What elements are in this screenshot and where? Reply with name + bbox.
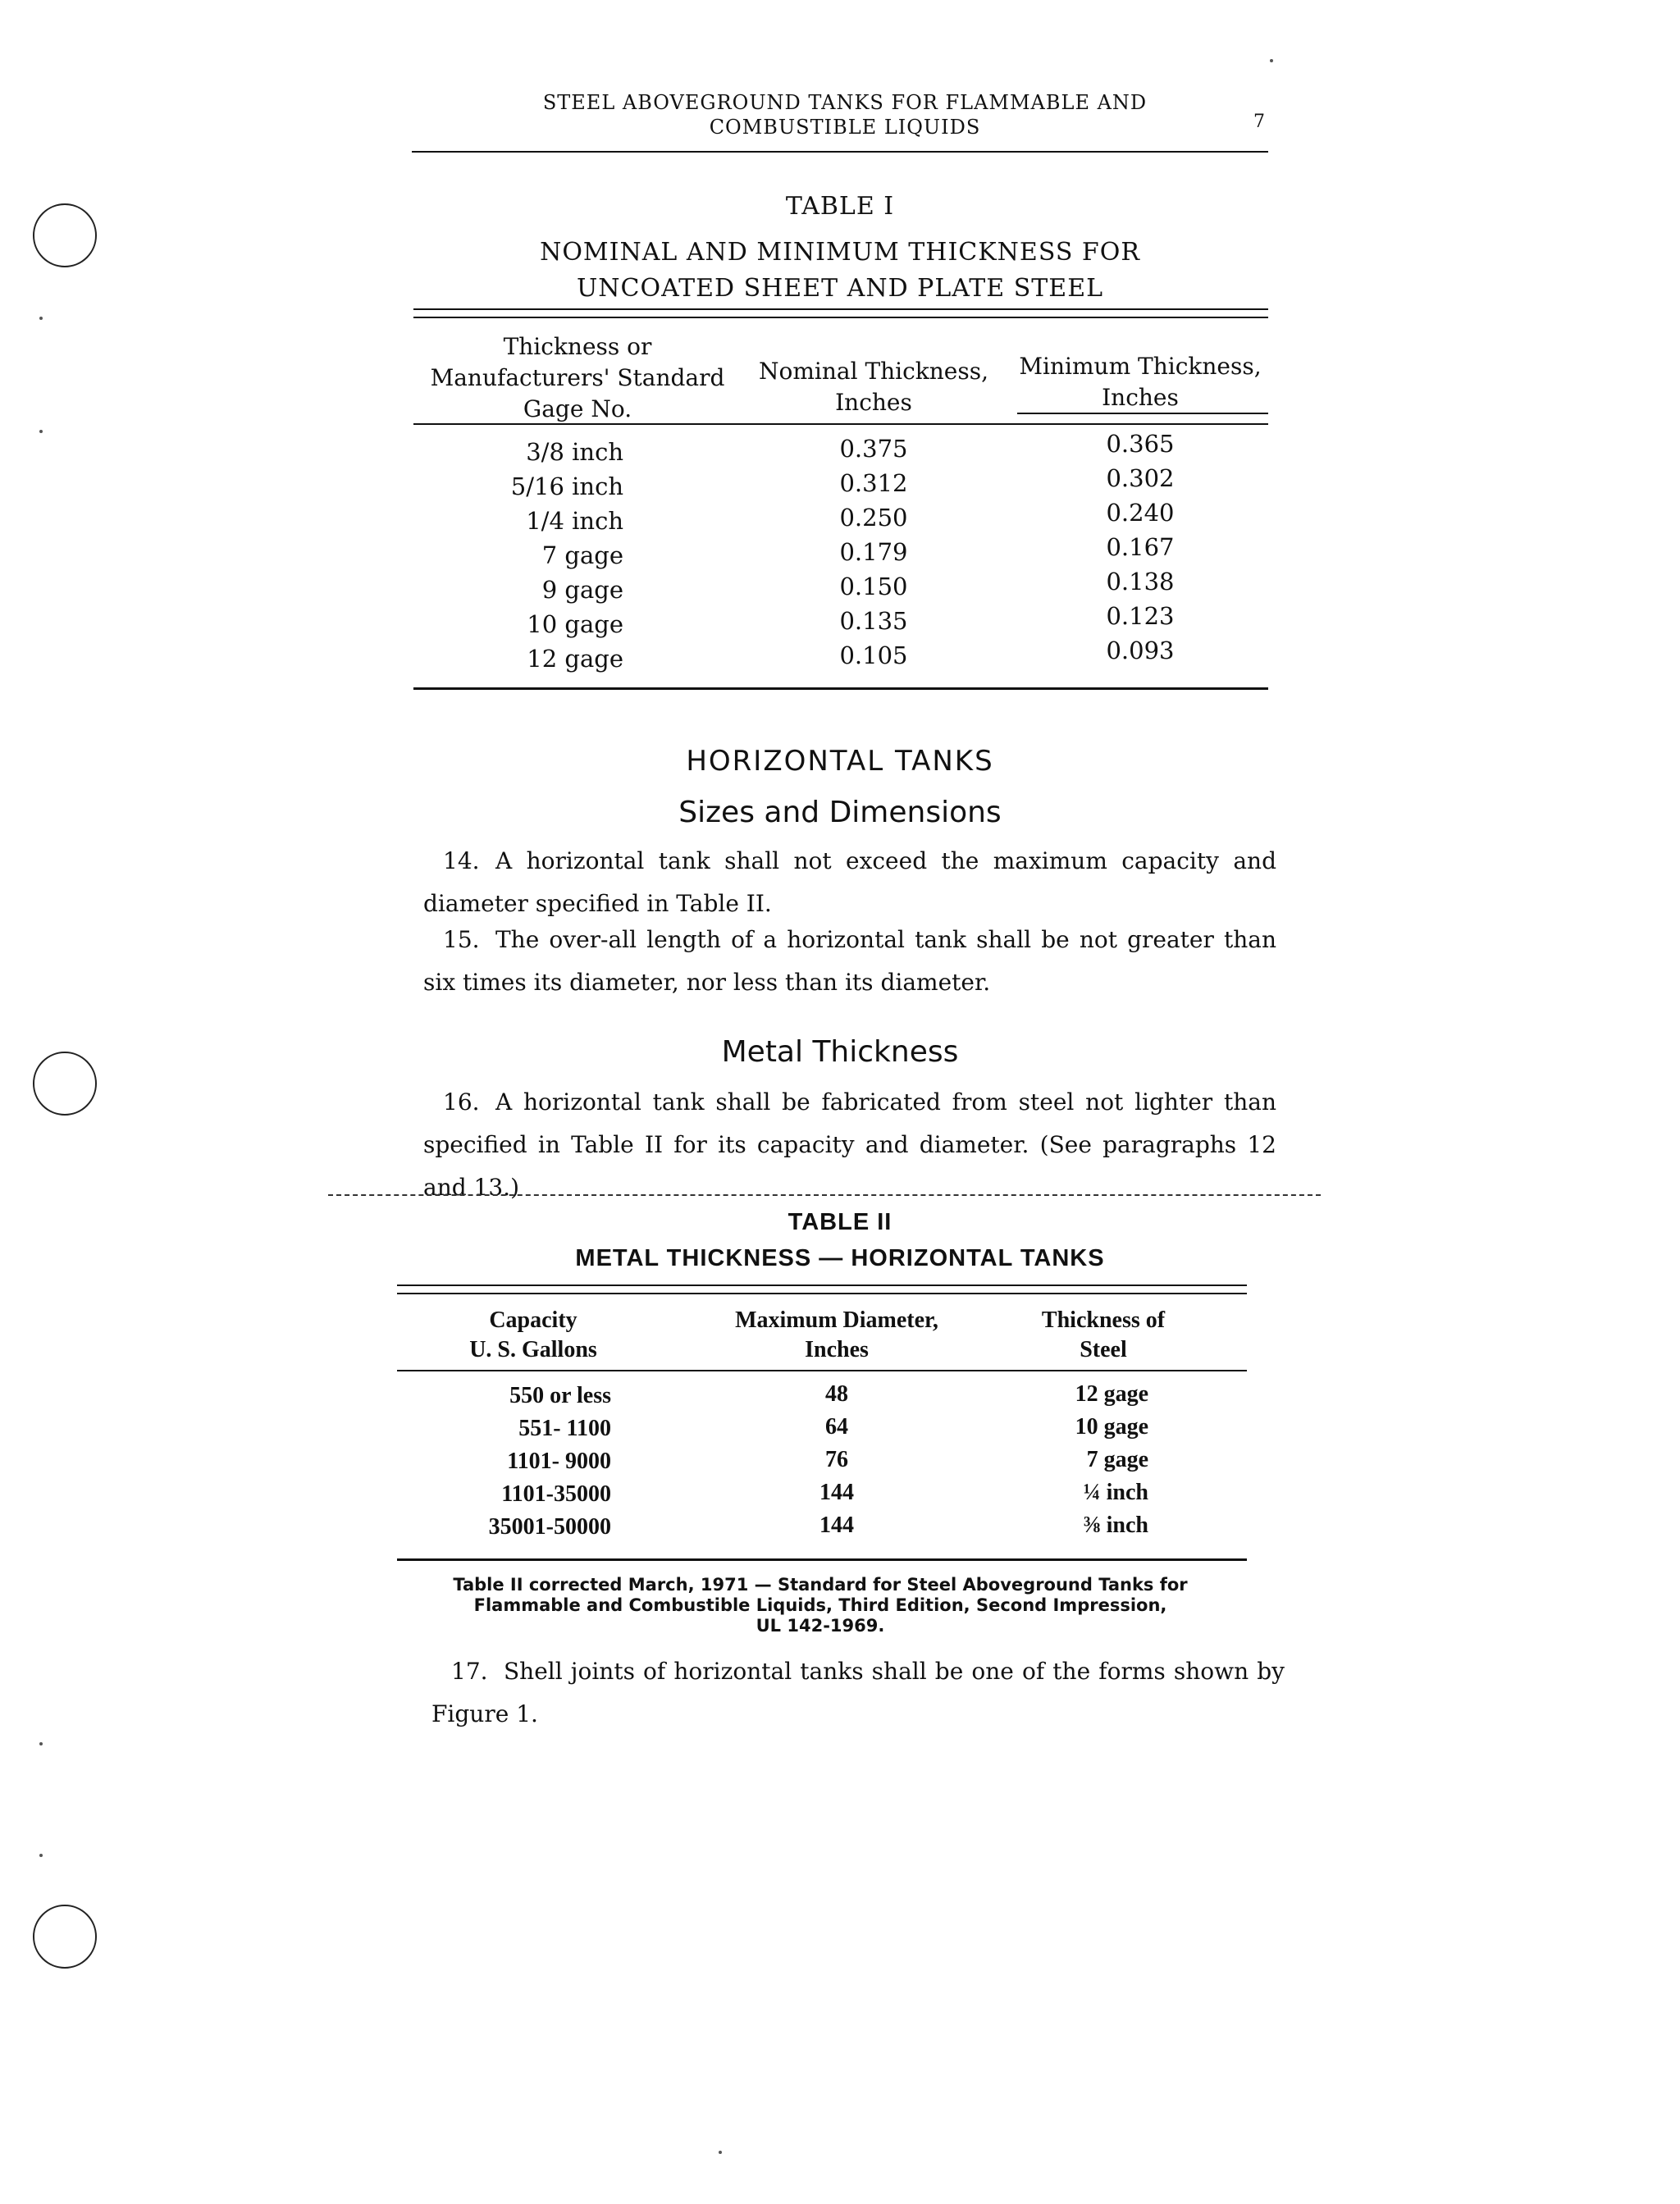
table1-cell: 5/16 inch xyxy=(510,472,623,500)
header-line: Minimum Thickness, xyxy=(1019,353,1262,380)
scan-speck xyxy=(39,430,43,433)
table2-cell: 144 xyxy=(819,1513,854,1538)
scan-speck xyxy=(39,317,43,320)
table1-cell: 0.138 xyxy=(1106,568,1175,595)
table2-cell: 551- 1100 xyxy=(518,1416,611,1441)
table1-cell: 3/8 inch xyxy=(526,438,623,466)
table1-cell: 7 gage xyxy=(541,541,623,569)
table1-cell: 12 gage xyxy=(527,645,623,673)
header-line: Maximum Diameter, xyxy=(735,1307,938,1333)
table1-cell: 10 gage xyxy=(527,610,623,638)
table2-cell: 1101-35000 xyxy=(501,1481,611,1507)
table1-cell: 0.250 xyxy=(839,504,908,532)
table2-cell: 7 gage xyxy=(1086,1447,1148,1472)
header-line: Thickness of xyxy=(1041,1307,1166,1333)
table1-header-rule-right xyxy=(1017,413,1268,414)
binder-hole-bottom xyxy=(33,1905,97,1969)
table1-bottom-rule xyxy=(413,687,1268,690)
table2-top-rule xyxy=(397,1285,1247,1286)
table1-cell: 0.167 xyxy=(1106,533,1175,561)
table1-title-line1: NOMINAL AND MINIMUM THICKNESS FOR xyxy=(540,238,1140,267)
header-line: Inches xyxy=(1102,384,1179,411)
header-line: Inches xyxy=(805,1337,869,1362)
table2-cell: 550 or less xyxy=(509,1383,611,1408)
paragraph-number: 17. xyxy=(451,1658,488,1685)
table1-cell: 0.179 xyxy=(839,538,908,566)
table1-header-rule xyxy=(413,423,1268,425)
paragraph-text: The over-all length of a horizontal tank shall be not greater than six times its diameter, nor less than its diameter. xyxy=(423,926,1276,996)
running-header-line2: COMBUSTIBLE LIQUIDS xyxy=(709,116,981,139)
subheading-metal-thickness: Metal Thickness xyxy=(721,1035,959,1069)
table1-title-line2: UNCOATED SHEET AND PLATE STEEL xyxy=(576,274,1104,303)
header-line: Gage No. xyxy=(523,395,632,422)
table1-cell: 0.150 xyxy=(839,573,908,600)
subheading-sizes: Sizes and Dimensions xyxy=(678,796,1002,829)
header-line: U. S. Gallons xyxy=(469,1337,597,1362)
table1-cell: 0.302 xyxy=(1106,464,1175,492)
table1-cell: 0.105 xyxy=(839,641,908,669)
table2-cell: 48 xyxy=(825,1381,848,1407)
scan-speck xyxy=(39,1854,43,1857)
table2-col3-header xyxy=(984,1306,1222,1365)
table1-cell: 1/4 inch xyxy=(526,507,623,535)
paragraph-14 xyxy=(423,840,1276,925)
table1-col3-header xyxy=(1009,351,1271,413)
table2-title: METAL THICKNESS — HORIZONTAL TANKS xyxy=(575,1245,1105,1271)
page-number: 7 xyxy=(1253,112,1265,132)
header-line: Thickness or xyxy=(503,333,652,360)
table2-cell: 35001-50000 xyxy=(488,1514,611,1540)
section-heading: HORIZONTAL TANKS xyxy=(686,745,994,778)
table1-cell: 0.240 xyxy=(1106,499,1175,527)
table2-cell: 76 xyxy=(825,1447,848,1472)
table2-correction-note-line2: Flammable and Combustible Liquids, Third Edition, Second Impression, xyxy=(473,1595,1167,1615)
header-line: Manufacturers' Standard xyxy=(430,364,725,391)
paragraph-text: A horizontal tank shall be fabricated from steel not lighter than specified in Table II for its capacity and diameter. (See paragraphs 12 and 13.) xyxy=(423,1088,1276,1201)
scan-speck xyxy=(719,2151,722,2154)
dashed-separator xyxy=(328,1194,1321,1196)
table2-cell: 144 xyxy=(819,1480,854,1505)
table2-correction-note-line1: Table II corrected March, 1971 — Standard for Steel Aboveground Tanks for xyxy=(453,1575,1188,1595)
table2-cell: ⅜ inch xyxy=(1083,1513,1148,1538)
table2-cell: 12 gage xyxy=(1075,1381,1148,1407)
table2-cell: 1101- 9000 xyxy=(507,1449,611,1474)
table1-cell: 0.375 xyxy=(839,435,908,463)
header-line: Inches xyxy=(835,389,912,416)
table2-cell: 64 xyxy=(825,1414,848,1440)
header-line: Nominal Thickness, xyxy=(759,358,988,385)
table1-col2-header xyxy=(746,356,1001,418)
scan-speck xyxy=(1270,59,1273,62)
running-header-line1: STEEL ABOVEGROUND TANKS FOR FLAMMABLE AND xyxy=(542,91,1148,114)
paragraph-text: Shell joints of horizontal tanks shall be one of the forms shown by Figure 1. xyxy=(431,1658,1285,1727)
table2-label: TABLE II xyxy=(788,1209,892,1235)
table2-top-rule xyxy=(397,1293,1247,1294)
paragraph-number: 14. xyxy=(443,847,480,874)
table2-col1-header xyxy=(410,1306,656,1365)
scan-speck xyxy=(39,1742,43,1745)
table1-cell: 0.135 xyxy=(839,607,908,635)
paragraph-16 xyxy=(423,1081,1276,1209)
header-rule xyxy=(412,151,1268,153)
table1-col1-header xyxy=(413,331,742,425)
table1-cell: 9 gage xyxy=(541,576,623,604)
table2-cell: 10 gage xyxy=(1075,1414,1148,1440)
table1-label: TABLE I xyxy=(785,192,895,221)
table1-cell: 0.123 xyxy=(1106,602,1175,630)
table2-col2-header xyxy=(705,1306,968,1365)
table2-cell: ¼ inch xyxy=(1083,1480,1148,1505)
table2-header-rule xyxy=(397,1370,1247,1371)
header-line: Capacity xyxy=(489,1307,578,1333)
table2-bottom-rule xyxy=(397,1558,1247,1561)
table1-cell: 0.312 xyxy=(839,469,908,497)
table1-cell: 0.365 xyxy=(1106,430,1175,458)
paragraph-number: 16. xyxy=(443,1088,480,1116)
header-line: Steel xyxy=(1080,1337,1127,1362)
table1-top-rule xyxy=(413,317,1268,318)
paragraph-text: A horizontal tank shall not exceed the maximum capacity and diameter specified in Table II. xyxy=(423,847,1276,917)
table2-correction-note-line3: UL 142-1969. xyxy=(756,1616,885,1636)
paragraph-number: 15. xyxy=(443,926,480,953)
table1-top-rule xyxy=(413,308,1268,310)
table1-cell: 0.093 xyxy=(1106,637,1175,664)
paragraph-17 xyxy=(431,1650,1285,1736)
paragraph-15 xyxy=(423,919,1276,1004)
